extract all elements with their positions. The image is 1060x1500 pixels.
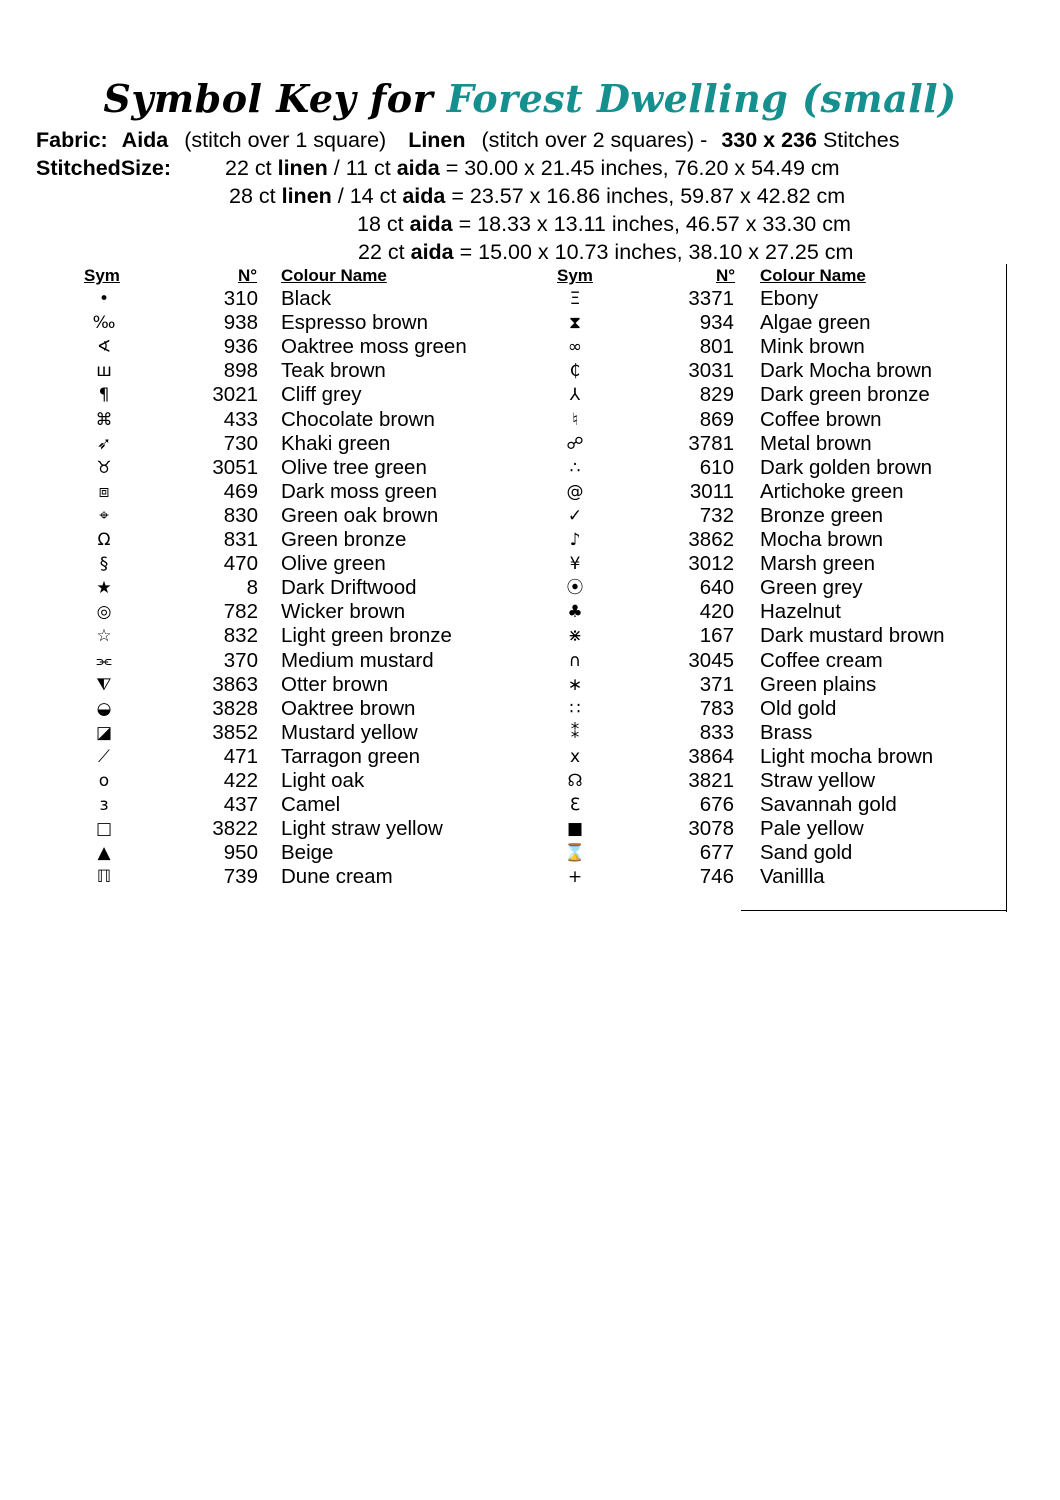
colour-name: Mink brown — [760, 335, 865, 359]
header-num-right: N° — [716, 266, 736, 285]
colour-name: Wicker brown — [281, 600, 406, 624]
floss-number: 640 — [699, 576, 734, 600]
header-name-right: Colour Name — [760, 266, 866, 285]
colour-name: Olive green — [281, 552, 386, 576]
symbol-glyph: ⫘ — [96, 650, 112, 671]
title-prefix: Symbol Key for — [103, 76, 434, 121]
colour-name: Light oak — [281, 769, 365, 792]
symbol-glyph: ♣ — [567, 602, 583, 623]
colour-name: Otter brown — [281, 672, 389, 696]
fabric-label: Fabric: — [36, 128, 108, 152]
colour-name: Algae green — [760, 311, 871, 335]
floss-number: 3011 — [689, 479, 734, 503]
floss-number: 3864 — [688, 744, 734, 768]
floss-number: 3031 — [688, 359, 734, 383]
floss-number: 677 — [699, 841, 734, 865]
floss-number: 420 — [699, 600, 734, 624]
colour-name: Green plains — [760, 672, 877, 696]
colour-name: Olive tree green — [281, 455, 427, 479]
floss-number: 8 — [246, 576, 258, 600]
floss-number: 783 — [699, 696, 734, 720]
symbol-glyph: Ξ — [569, 289, 581, 309]
symbol-glyph: ➶ — [96, 433, 112, 454]
symbol-glyph: ⁑ — [570, 722, 580, 743]
floss-number: 310 — [223, 287, 258, 310]
colour-name: Mocha brown — [760, 528, 884, 551]
symbol-glyph: ⌖ — [99, 505, 109, 526]
colour-name: Vanillla — [760, 865, 825, 889]
colour-name: Oaktree moss green — [281, 335, 467, 359]
colour-name: Dune cream — [281, 865, 393, 889]
symbol-glyph: ‰ — [92, 313, 116, 334]
floss-number: 739 — [223, 865, 258, 889]
fabric-aida-note: (stitch over 1 square) — [184, 128, 387, 152]
symbol-glyph: § — [99, 554, 109, 575]
title-design-name: Forest Dwelling (small) — [446, 76, 957, 121]
symbol-glyph: ɜ — [99, 795, 109, 816]
symbol-glyph: ▲ — [97, 843, 111, 864]
colour-name: Dark moss green — [281, 479, 438, 503]
floss-number: 676 — [699, 793, 734, 817]
header-sym-left: Sym — [84, 266, 120, 285]
floss-number: 3012 — [688, 552, 734, 576]
symbol-glyph: x — [569, 746, 581, 767]
symbol-glyph: ☆ — [96, 626, 112, 647]
size-line-3: 18 ct aida = 18.33 x 13.11 inches, 46.57 x 33.30 cm — [357, 212, 851, 236]
fabric-dims: 330 x 236 — [721, 128, 817, 152]
colour-name: Dark green bronze — [760, 383, 930, 407]
symbol-glyph: ∞ — [567, 337, 583, 358]
floss-number: 732 — [699, 503, 734, 527]
symbol-glyph: ♪ — [569, 530, 581, 550]
floss-number: 3821 — [688, 769, 734, 792]
floss-number: 934 — [699, 311, 734, 335]
header-sym-right: Sym — [557, 266, 593, 285]
symbol-glyph: o — [98, 771, 110, 791]
floss-number: 938 — [223, 311, 258, 335]
colour-name: Light straw yellow — [281, 817, 443, 841]
floss-number: 869 — [699, 407, 734, 431]
symbol-glyph: + — [567, 867, 583, 888]
table-border-bottom — [741, 910, 1007, 911]
floss-number: 3045 — [688, 648, 734, 672]
floss-number: 801 — [699, 335, 734, 359]
symbol-glyph: ⟋ — [98, 746, 110, 767]
floss-number: 610 — [699, 455, 734, 479]
fabric-linen-note: (stitch over 2 squares) - — [481, 128, 708, 152]
symbol-glyph: ⧗ — [569, 313, 581, 334]
floss-number: 3863 — [212, 672, 258, 696]
symbol-glyph: ◒ — [96, 698, 112, 719]
colour-name: Camel — [281, 793, 341, 817]
symbol-glyph: ℿ — [96, 867, 112, 888]
symbol-glyph: ⌘ — [95, 409, 113, 430]
floss-number: 471 — [223, 744, 258, 768]
colour-name: Hazelnut — [760, 600, 841, 624]
size-label: StitchedSize: — [36, 156, 171, 180]
colour-name: Beige — [281, 841, 334, 865]
symbol-glyph: ◎ — [96, 602, 112, 623]
colour-name: Straw yellow — [760, 769, 876, 792]
symbol-glyph: ℇ — [569, 795, 581, 816]
symbol-glyph: ⦿ — [566, 578, 584, 599]
symbol-glyph: ☍ — [566, 433, 584, 454]
floss-number: 3862 — [688, 528, 734, 551]
symbol-glyph: ш — [96, 361, 112, 382]
colour-name: Coffee cream — [760, 648, 883, 672]
colour-name: Oaktree brown — [281, 696, 416, 720]
floss-number: 371 — [699, 672, 734, 696]
size-line-1: 22 ct linen / 11 ct aida = 30.00 x 21.45 inches, 76.20 x 54.49 cm — [225, 156, 840, 180]
colour-name: Khaki green — [281, 431, 391, 455]
header-num-left: N° — [238, 266, 258, 285]
floss-number: 898 — [223, 359, 258, 383]
symbol-glyph: □ — [95, 819, 113, 840]
floss-number: 422 — [223, 769, 258, 792]
floss-number: 832 — [223, 624, 258, 648]
size-line-4: 22 ct aida = 15.00 x 10.73 inches, 38.10 x 27.25 cm — [358, 240, 854, 264]
floss-number: 730 — [223, 431, 258, 455]
colour-name: Teak brown — [281, 359, 386, 383]
colour-name: Brass — [760, 720, 813, 744]
colour-name: Ebony — [760, 287, 819, 310]
symbol-glyph: @ — [566, 481, 584, 502]
size-line-2: 28 ct linen / 14 ct aida = 23.57 x 16.86 inches, 59.87 x 42.82 cm — [229, 184, 846, 208]
colour-name: Dark golden brown — [760, 455, 933, 479]
symbol-glyph: ♉ — [96, 457, 112, 478]
colour-name: Sand gold — [760, 841, 853, 865]
colour-name: Mustard yellow — [281, 720, 418, 744]
symbol-glyph: ⧨ — [96, 674, 112, 695]
symbol-glyph: ◪ — [95, 722, 113, 743]
table-border-right — [1006, 264, 1007, 912]
colour-name: Tarragon green — [281, 744, 421, 768]
colour-name: Light mocha brown — [760, 744, 934, 768]
header-name-left: Colour Name — [281, 266, 387, 285]
floss-number: 3781 — [688, 431, 734, 455]
colour-name: Green bronze — [281, 528, 407, 551]
colour-name: Green grey — [760, 576, 863, 600]
floss-number: 469 — [223, 479, 258, 503]
colour-name: Old gold — [760, 696, 837, 720]
floss-number: 3371 — [688, 287, 734, 310]
fabric-dims-suffix: Stitches — [822, 128, 900, 152]
colour-name: Metal brown — [760, 431, 872, 455]
floss-number: 433 — [223, 407, 258, 431]
floss-number: 829 — [699, 383, 734, 407]
symbol-glyph: ¥ — [569, 554, 581, 575]
floss-number: 830 — [223, 503, 258, 527]
colour-name: Coffee brown — [760, 407, 882, 431]
symbol-glyph: ∷ — [569, 698, 581, 719]
floss-number: 950 — [223, 841, 258, 865]
colour-name: Espresso brown — [281, 311, 428, 335]
floss-number: 437 — [223, 793, 258, 817]
symbol-glyph: ☊ — [567, 771, 583, 791]
colour-name: Bronze green — [760, 503, 884, 527]
symbol-glyph: ■ — [566, 819, 584, 840]
colour-name: Pale yellow — [760, 817, 864, 841]
colour-name: Black — [281, 287, 332, 310]
floss-number: 833 — [699, 720, 734, 744]
floss-number: 936 — [223, 335, 258, 359]
floss-number: 3051 — [212, 455, 258, 479]
symbol-glyph: ∗ — [567, 674, 583, 695]
colour-name: Cliff grey — [281, 383, 362, 407]
symbol-glyph: ⅄ — [569, 385, 581, 406]
colour-name: Marsh green — [760, 552, 876, 576]
fabric-aida: Aida — [121, 128, 169, 152]
floss-number: 3078 — [688, 817, 734, 841]
symbol-glyph: ⋇ — [567, 626, 583, 647]
floss-number: 831 — [223, 528, 258, 551]
colour-name: Dark mustard brown — [760, 624, 945, 648]
floss-number: 3822 — [212, 817, 258, 841]
colour-name: Medium mustard — [281, 648, 434, 672]
floss-number: 167 — [699, 624, 734, 648]
symbol-glyph: ★ — [96, 578, 112, 599]
symbol-glyph: • — [98, 289, 110, 309]
floss-number: 3852 — [212, 720, 258, 744]
colour-name: Green oak brown — [281, 503, 439, 527]
fabric-linen: Linen — [408, 128, 466, 152]
symbol-glyph: ∩ — [568, 650, 582, 671]
page-title — [0, 76, 1060, 121]
floss-number: 370 — [223, 648, 258, 672]
colour-name: Savannah gold — [760, 793, 897, 817]
colour-name: Dark Driftwood — [281, 576, 417, 600]
colour-name: Artichoke green — [760, 479, 904, 503]
floss-number: 3828 — [212, 696, 258, 720]
colour-name: Light green bronze — [281, 624, 452, 648]
colour-name: Dark Mocha brown — [760, 359, 933, 383]
symbol-glyph: ♮ — [571, 409, 579, 430]
floss-number: 3021 — [212, 383, 258, 407]
symbol-glyph: ¶ — [98, 385, 110, 406]
floss-number: 746 — [699, 865, 734, 889]
fabric-line — [36, 128, 899, 153]
symbol-glyph: ✓ — [567, 505, 583, 526]
symbol-glyph: ∴ — [569, 457, 581, 478]
floss-number: 470 — [223, 552, 258, 576]
symbol-glyph: ∢ — [96, 337, 112, 358]
symbol-glyph: ⌛ — [564, 843, 586, 864]
symbol-glyph: ⧈ — [98, 481, 110, 502]
floss-number: 782 — [223, 600, 258, 624]
colour-name: Chocolate brown — [281, 407, 435, 431]
symbol-glyph: ₵ — [569, 361, 581, 382]
symbol-glyph: Ω — [97, 530, 111, 550]
